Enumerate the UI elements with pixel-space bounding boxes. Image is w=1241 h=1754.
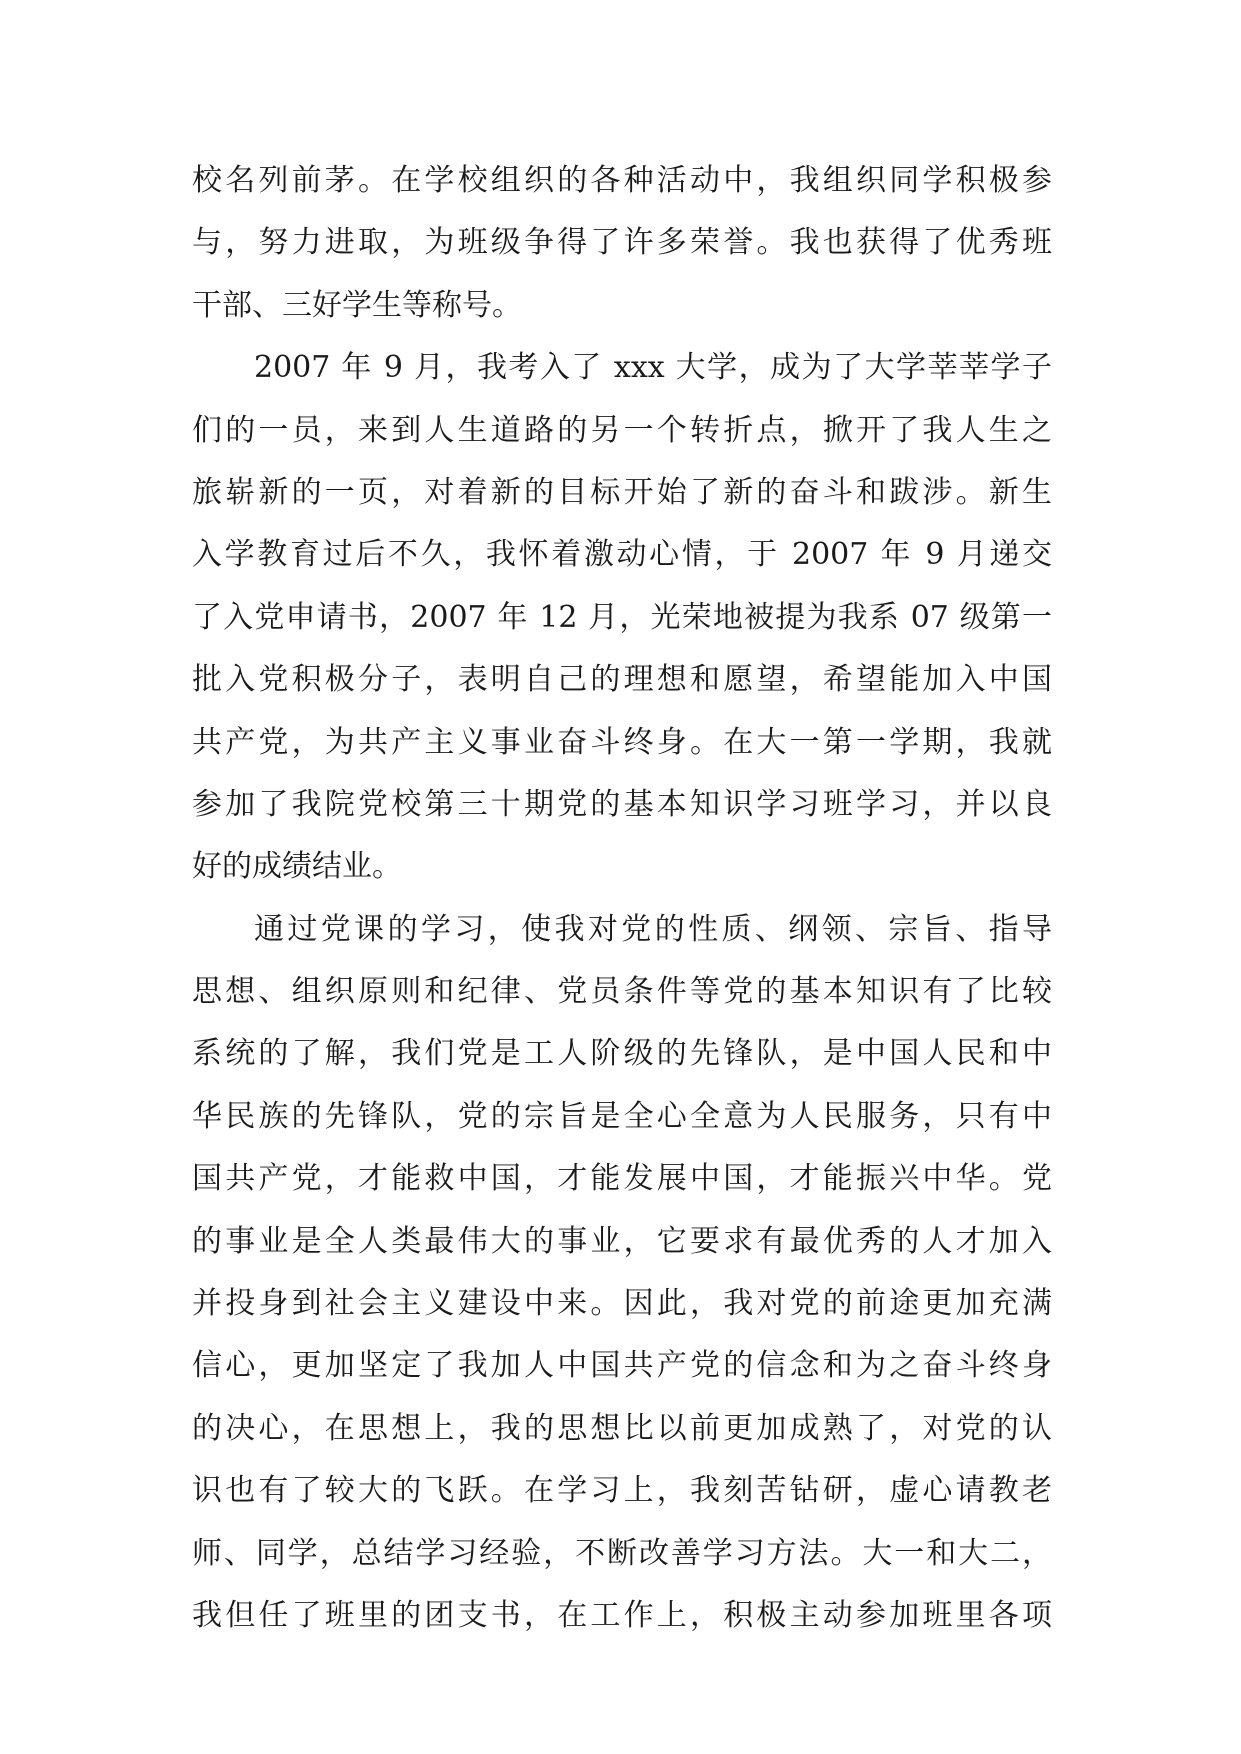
text-line: 华民族的先锋队，党的宗旨是全心全意为人民服务，只有中 [192, 1098, 1052, 1134]
text-line: 思想、组织原则和纪律、党员条件等党的基本知识有了比较 [192, 974, 1052, 1010]
text-line: 国共产党，才能救中国，才能发展中国，才能振兴中华。党 [192, 1161, 1052, 1197]
text-line: 并投身到社会主义建设中来。因此，我对党的前途更加充满 [192, 1286, 1052, 1322]
text-line: 参加了我院党校第三十期党的基本知识学习班学习，并以良 [192, 786, 1052, 822]
text-line: 干部、三好学生等称号。 [192, 287, 522, 323]
text-line: 入学教育过后不久，我怀着激动心情，于 2007 年 9 月递交 [192, 537, 1052, 573]
document-body [192, 150, 1052, 1647]
text-line: 批入党积极分子，表明自己的理想和愿望，希望能加入中国 [192, 662, 1052, 698]
text-line: 识也有了较大的飞跃。在学习上，我刻苦钻研，虚心请教老 [192, 1473, 1052, 1509]
text-line: 共产党，为共产主义事业奋斗终身。在大一第一学期，我就 [192, 724, 1052, 760]
paragraph-first-line: 2007 年 9 月，我考入了 xxx 大学，成为了大学莘莘学子 [254, 350, 1052, 386]
text-line: 了入党申请书，2007 年 12 月，光荣地被提为我系 07 级第一 [192, 599, 1052, 635]
text-line: 信心，更加坚定了我加人中国共产党的信念和为之奋斗终身 [192, 1348, 1052, 1384]
text-line: 的事业是全人类最伟大的事业，它要求有最优秀的人才加入 [192, 1223, 1052, 1259]
text-line: 旅崭新的一页，对着新的目标开始了新的奋斗和跋涉。新生 [192, 474, 1052, 510]
text-line: 与，努力进取，为班级争得了许多荣誉。我也获得了优秀班 [192, 225, 1052, 261]
paragraph-first-line: 通过党课的学习，使我对党的性质、纲领、宗旨、指导 [254, 911, 1052, 947]
text-line: 师、同学，总结学习经验，不断改善学习方法。大一和大二， [192, 1535, 1052, 1571]
text-line: 好的成绩结业。 [192, 849, 402, 885]
text-line: 们的一员，来到人生道路的另一个转折点，掀开了我人生之 [192, 412, 1052, 448]
text-line: 系统的了解，我们党是工人阶级的先锋队，是中国人民和中 [192, 1036, 1052, 1072]
text-line: 的决心，在思想上，我的思想比以前更加成熟了，对党的认 [192, 1410, 1052, 1446]
text-line: 校名列前茅。在学校组织的各种活动中，我组织同学积极参 [192, 163, 1052, 198]
text-line: 我但任了班里的团支书，在工作上，积极主动参加班里各项 [192, 1597, 1052, 1633]
